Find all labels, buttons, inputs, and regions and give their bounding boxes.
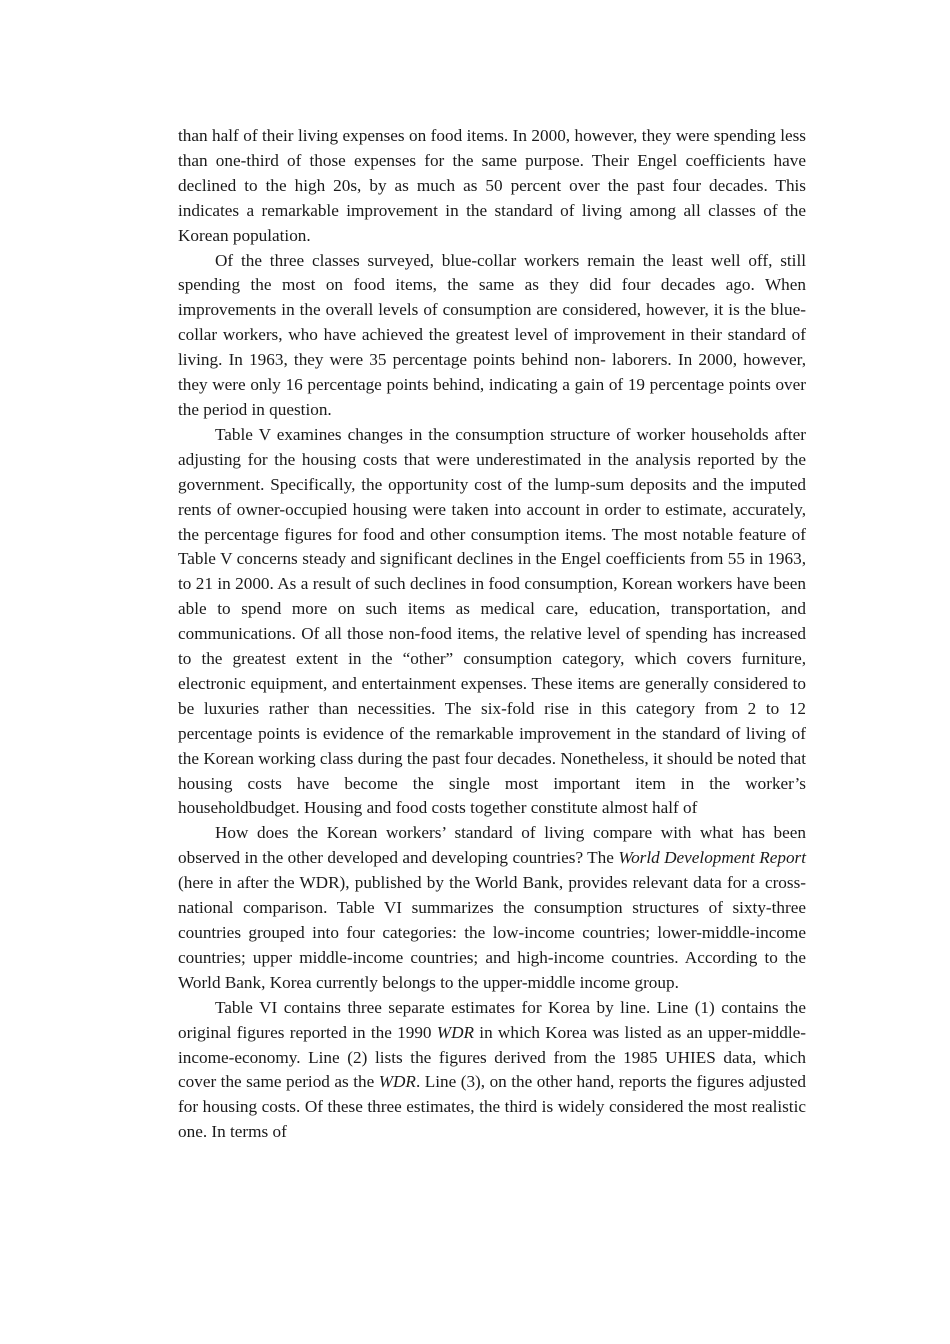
paragraph-4-title-italic: World Development Report (618, 848, 806, 868)
paragraph-5-text-c: . Line (3), on the other hand, reports the figures adjusted for housing costs. Of these three estimates, the third is widely considered the most realistic one. In terms of (178, 1072, 806, 1142)
paragraph-4 (178, 821, 806, 995)
paragraph-4-text-b: (here in after the WDR), published by the World Bank, provides relevant data for a cross-national comparison. Table VI summarizes the consumption structures of sixty-three countries grouped into four categories: the low-income countries; lower-middle-income countries; upper middle-income countries; and high-income countries. According to the World Bank, Korea currently belongs to the upper-middle income group. (178, 873, 806, 992)
paragraph-2 (178, 249, 806, 423)
paragraph-1-text: than half of their living expenses on food items. In 2000, however, they were spending less than one-third of those expenses for the same purpose. Their Engel coefficients have declined to the high 20s, by as much as 50 percent over the past four decades. This indicates a remarkable improvement in the standard of living among all classes of the Korean population. (178, 126, 806, 245)
paragraph-5-wdr-italic-1: WDR (436, 1022, 475, 1042)
paragraph-5 (178, 996, 806, 1145)
document-page (178, 124, 806, 1145)
paragraph-5-text-b: in which Korea was listed as an upper-middle-income-economy. Line (2) lists the figures derived from the 1985 UHIES data, which cover the same period as the (178, 1022, 806, 1092)
paragraph-4-text-a: How does the Korean workers’ standard of living compare with what has been observed in the other developed and developing countries? The (178, 823, 806, 868)
paragraph-1 (178, 124, 806, 249)
paragraph-5-text-a: Table VI contains three separate estimates for Korea by line. Line (1) contains the original figures reported in the 1990 (178, 997, 806, 1042)
paragraph-3-text: Table V examines changes in the consumption structure of worker households after adjusting for the housing costs that were underestimated in the analysis reported by the government. Specifically, the opportunity cost of the lump-sum deposits and the imputed rents of owner-occupied housing were taken into account in order to estimate, accurately, the percentage figures for food and other consumption items. The most notable feature of Table V concerns steady and significant declines in the Engel coefficients from 55 in 1963, to 21 in 2000. As a result of such declines in food consumption, Korean workers have been able to spend more on such items as medical care, education, transportation, and communications. Of all those non-food items, the relative level of spending has increased to the greatest extent in the “other” consumption category, which covers furniture, electronic equipment, and entertainment expenses. These items are generally considered to be luxuries rather than necessities. The six-fold rise in this category from 2 to 12 percentage points is evidence of the remarkable improvement in the standard of living of the Korean working class during the past four decades. Nonetheless, it should be noted that housing costs have become the single most important item in the worker’s householdbudget. Housing and food costs together constitute almost half of (178, 424, 806, 818)
paragraph-3 (178, 423, 806, 822)
paragraph-2-text: Of the three classes surveyed, blue-collar workers remain the least well off, still spending the most on food items, the same as they did four decades ago. When improvements in the overall levels of consumption are considered, however, it is the blue-collar workers, who have achieved the greatest level of improvement in their standard of living. In 1963, they were 35 percentage points behind non- laborers. In 2000, however, they were only 16 percentage points behind, indicating a gain of 19 percentage points over the period in question. (178, 250, 806, 419)
paragraph-5-wdr-italic-2: WDR (378, 1072, 416, 1092)
